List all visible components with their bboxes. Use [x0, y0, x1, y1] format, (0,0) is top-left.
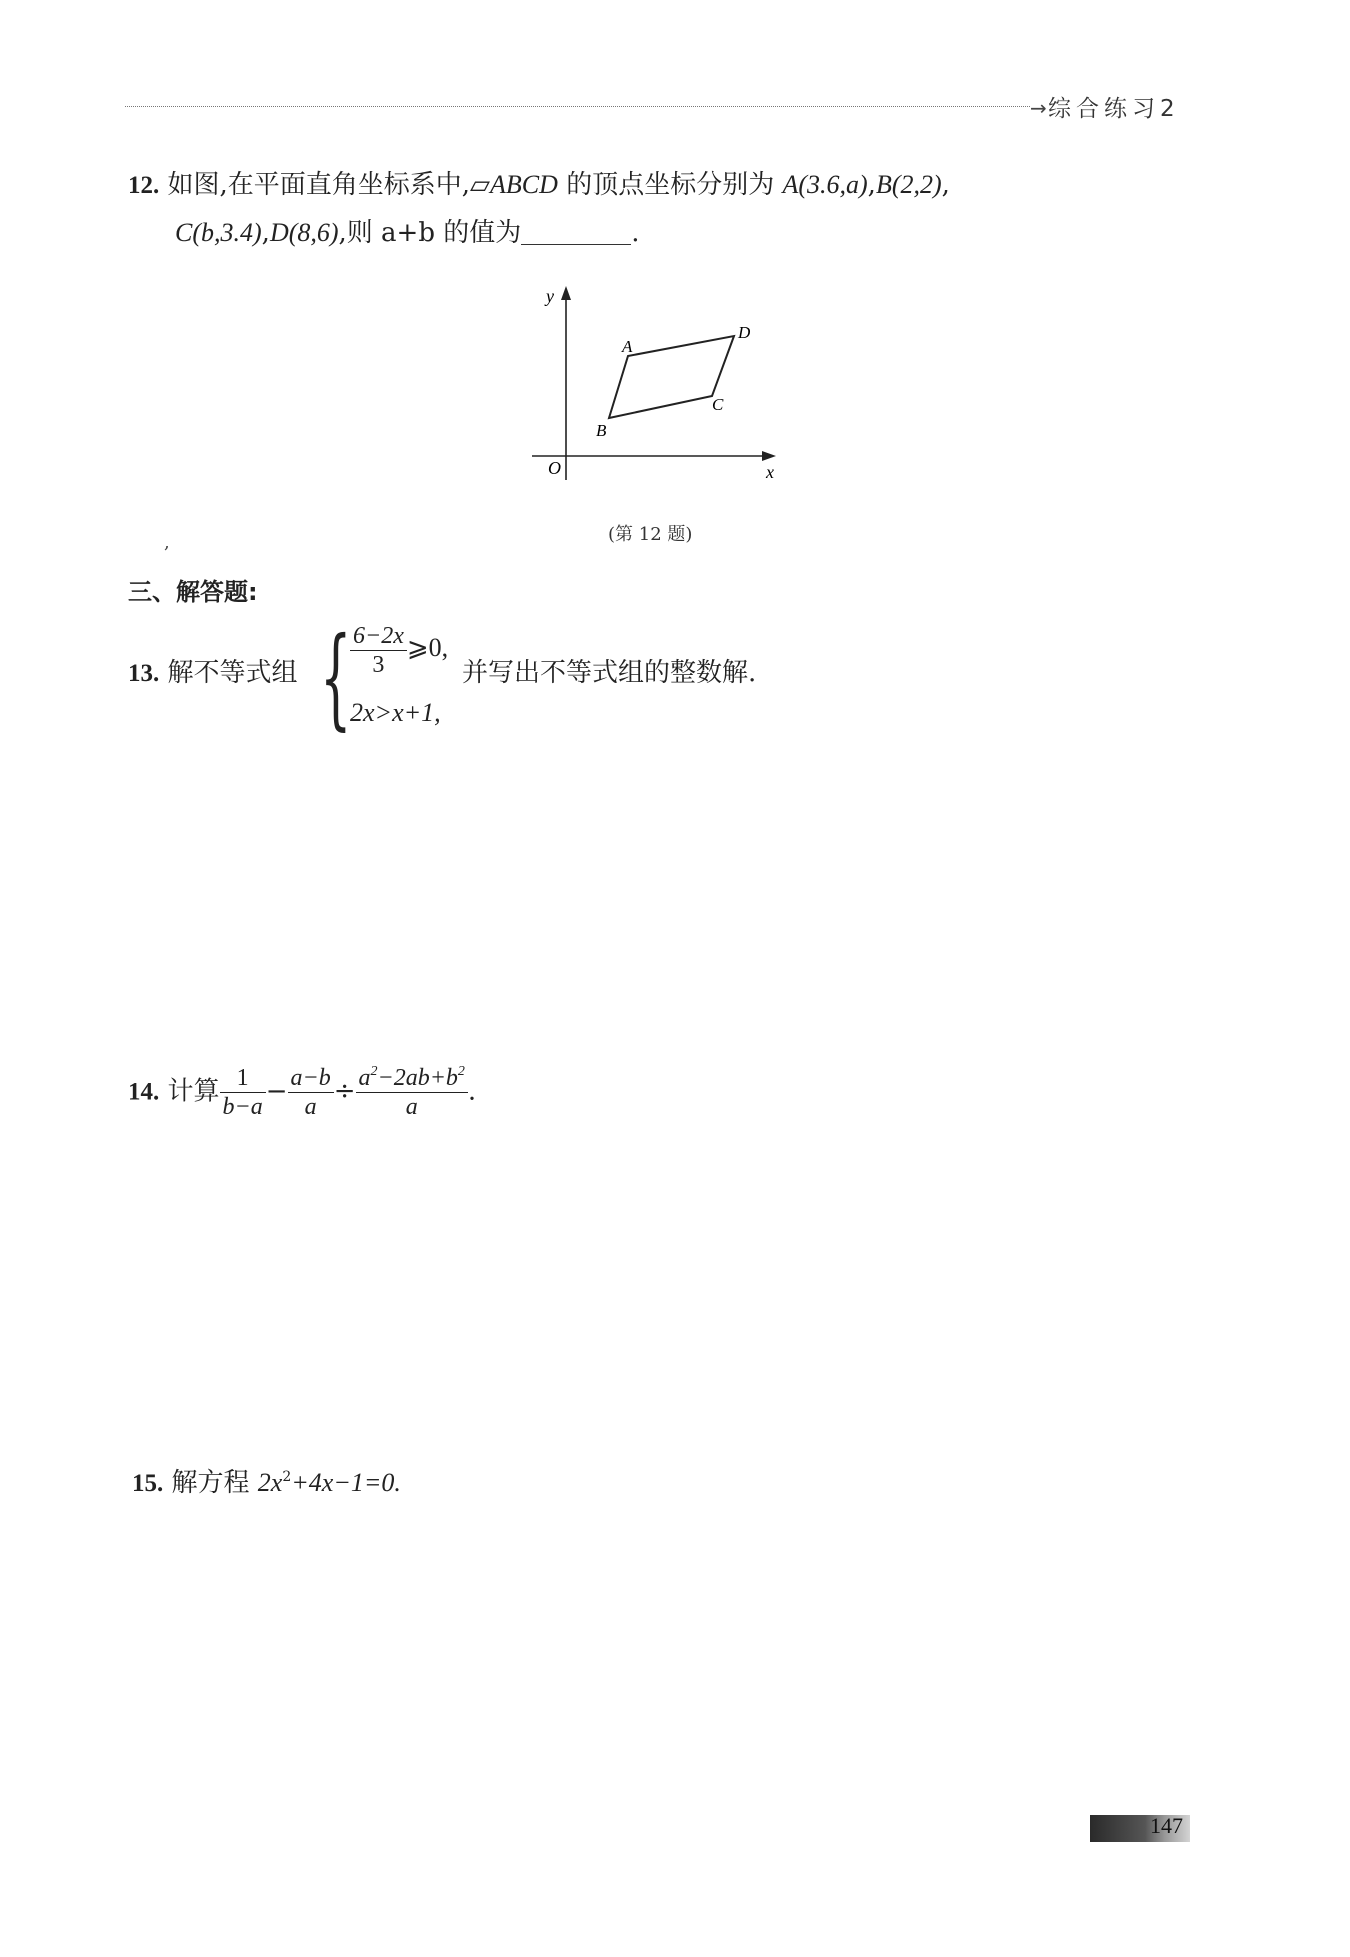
question-number: 14.: [128, 1078, 160, 1106]
question-13-lead: 13. 解不等式组: [128, 658, 298, 688]
y-axis-arrow-icon: [561, 286, 571, 300]
coordinate-figure: [520, 280, 800, 500]
point-c-label: C: [712, 395, 724, 414]
question-number: 13.: [128, 660, 160, 687]
question-12-line1: 12. 如图,在平面直角坐标系中,▱ABCD 的顶点坐标分别为 A(3.6,a),B(2,2),: [128, 170, 950, 200]
question-number: 15.: [132, 1470, 164, 1497]
origin-label: O: [548, 458, 561, 478]
question-13-tail: 并写出不等式组的整数解.: [462, 658, 757, 688]
question-14: 14. 计算 $\frac{1}{b-a}$ − $\frac{a-b}{a}$ ÷ $\frac{a^2-2ab+b^2}{a}$ .: [128, 1064, 477, 1120]
point-b-label: B: [596, 421, 607, 440]
inequality-2: 2x>x+1,: [350, 698, 441, 727]
brace-icon: {: [320, 613, 352, 741]
point-d-label: D: [738, 323, 751, 342]
x-axis-arrow-icon: [762, 451, 776, 461]
y-axis-label: y: [546, 286, 554, 306]
header-title: 综合练习2: [1048, 96, 1180, 122]
header-arrow-icon: →: [1030, 96, 1047, 120]
question-12-line2: C(b,3.4),D(8,6),则 a+b 的值为 .: [175, 218, 640, 248]
answer-blank[interactable]: [521, 218, 631, 245]
question-15: 15. 解方程 $2x^2+4x-1=0$.: [132, 1468, 401, 1498]
point-a-label: A: [622, 337, 633, 356]
stray-mark: ,: [164, 532, 170, 553]
header-divider: [125, 106, 1030, 107]
question-number: 12.: [128, 172, 160, 199]
parallelogram-symbol: ▱: [470, 170, 491, 200]
figure-caption: (第 12 题): [608, 524, 693, 545]
inequality-1: $\frac{6-2x}{3}$ ⩾0,: [350, 622, 448, 679]
x-axis-label: x: [766, 462, 774, 482]
section-title: 三、解答题:: [128, 578, 258, 606]
page-number: 147: [1150, 1813, 1183, 1838]
